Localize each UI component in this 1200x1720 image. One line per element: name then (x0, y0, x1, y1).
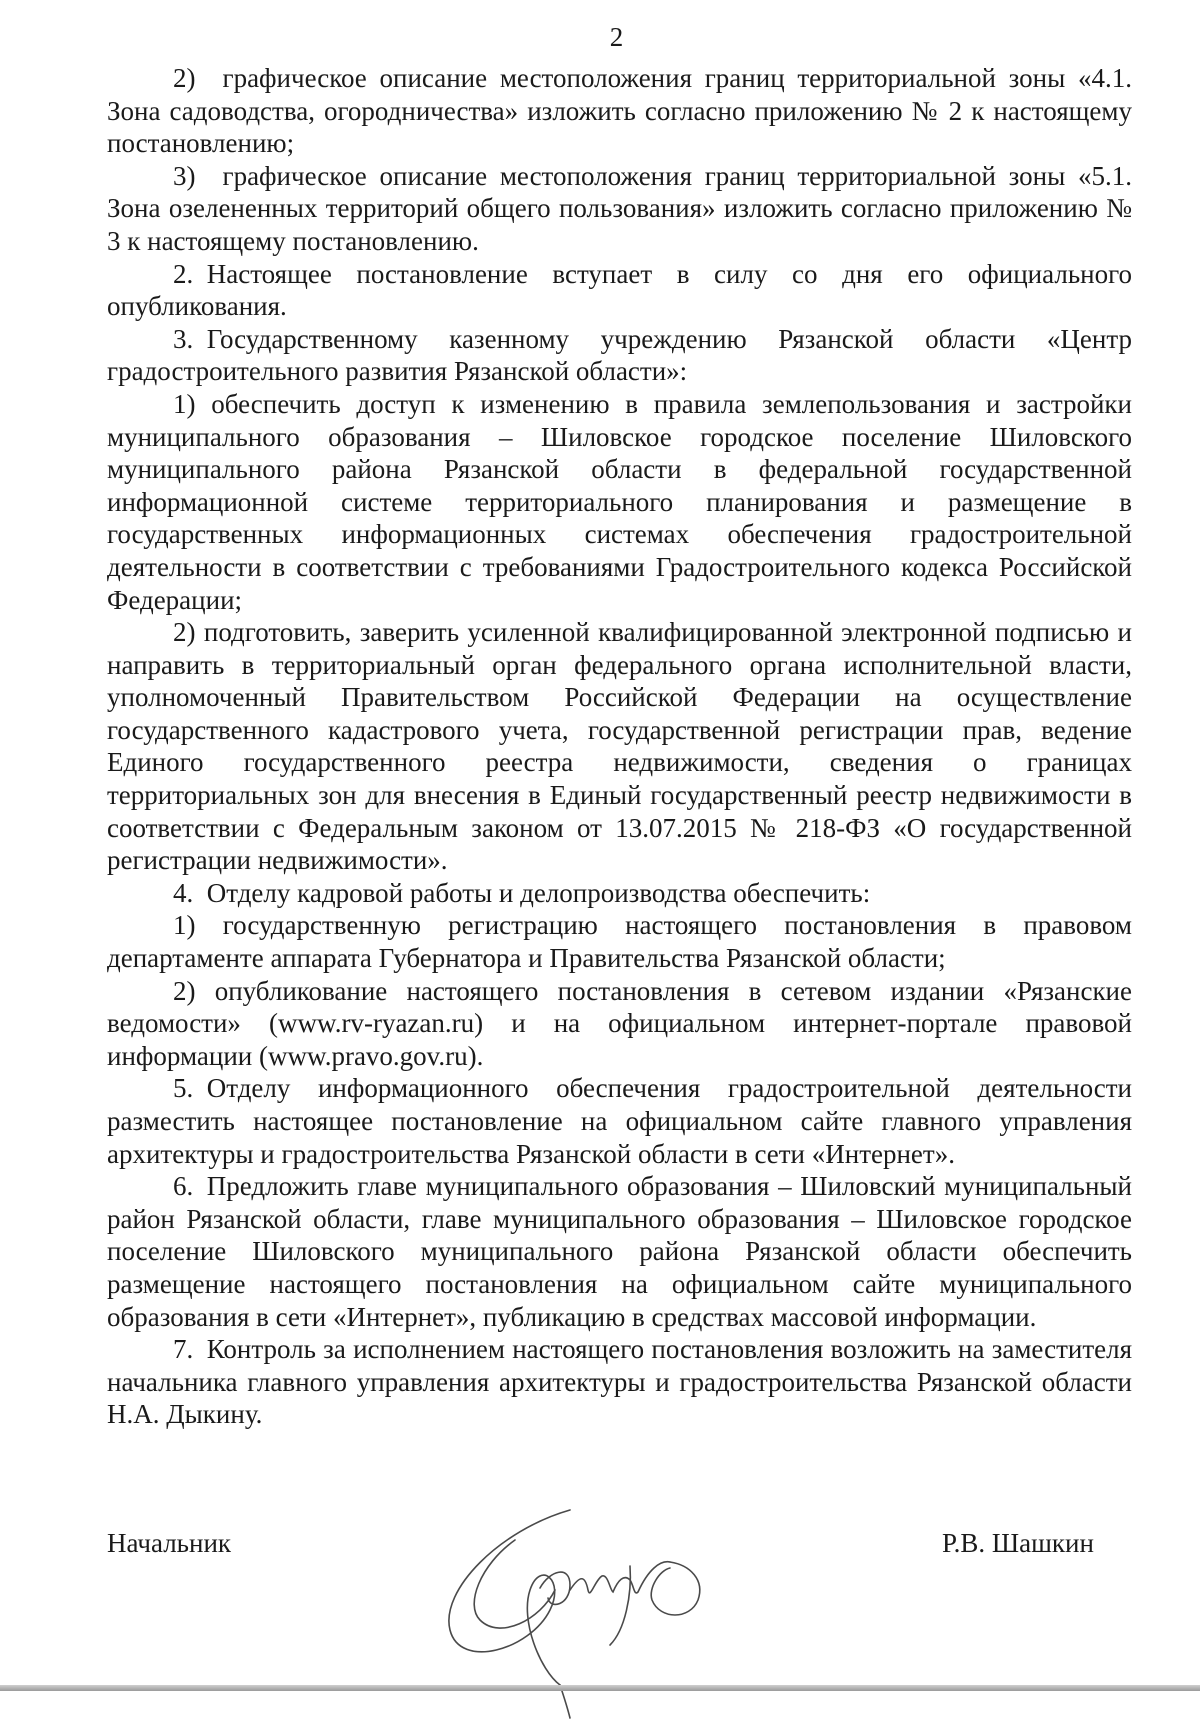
paragraph-2: 2. Настоящее постановление вступает в силу со дня его официального опубликования. (107, 258, 1132, 322)
paragraph-3-2: 2) подготовить, заверить усиленной квалифицированной электронной подписью и направить в территориальный орган федерального органа исполнительной власти, уполномоченный Правительством Российской Федерации на осуществление государственного кадастрового учета, государственной регистрации прав, ведение Единого государственного реестра недвижимости, сведения о границах территориальных зон для внесения в Единый государственный реестр недвижимости в соответствии с Федеральным законом от 13.07.2015 № 218-ФЗ «О государственной регистрации недвижимости». (107, 617, 1132, 876)
paragraph-4: 4. Отделу кадровой работы и делопроизводства обеспечить: (173, 877, 871, 908)
paragraph-3: 3. Государственному казенному учреждению Рязанской области «Центр градостроительного развития Рязанской области»: (107, 323, 1132, 387)
signatory-position: Начальник (107, 1528, 232, 1558)
paragraph-7: 7. Контроль за исполнением настоящего постановления возложить на заместителя начальника главного управления архитектуры и градостроительства Рязанской области Н.А. Дыкину. (107, 1334, 1132, 1430)
page-number: 2 (609, 22, 624, 52)
signatory-name: Р.В. Шашкин (942, 1528, 1094, 1558)
signature-block (107, 1528, 1107, 1568)
page-bottom-edge (0, 1685, 1200, 1691)
paragraph-1-2: 2) графическое описание местоположения границ территориальной зоны «4.1. Зона садоводства, огородничества» изложить согласно приложению № 2 к настоящему постановлению; (107, 63, 1132, 159)
paragraph-6: 6. Предложить главе муниципального образования – Шиловский муниципальный район Рязанской области, главе муниципального образования – Шиловское городское поселение Шиловского муниципального района Рязанской области обеспечить размещение настоящего постановления на официальном сайте муниципального образования в сети «Интернет», публикацию в средствах массовой информации. (107, 1171, 1132, 1332)
paragraph-1-3: 3) графическое описание местоположения границ территориальной зоны «5.1. Зона озелененных территорий общего пользования» изложить согласно приложению № 3 к настоящему постановлению. (107, 160, 1132, 256)
paragraph-4-2: 2) опубликование настоящего постановления в сетевом издании «Рязанские ведомости» (www.rv-ryazan.ru) и на официальном интернет-портале правовой информации (www.pravo.gov.ru). (107, 975, 1132, 1071)
paragraph-4-1: 1) государственную регистрацию настоящего постановления в правовом департаменте аппарата Губернатора и Правительства Рязанской области; (107, 910, 1132, 974)
paragraph-5: 5. Отделу информационного обеспечения градостроительной деятельности разместить настоящее постановление на официальном сайте главного управления архитектуры и градостроительства Рязанской области в сети «Интернет». (107, 1073, 1132, 1169)
paragraph-3-1: 1) обеспечить доступ к изменению в правила землепользования и застройки муниципального образования – Шиловское городское поселение Шиловского муниципального района Рязанской области в федеральной государственной информационной системе территориального планирования и размещение в государственных информационных системах обеспечения градостроительной деятельности в соответствии с требованиями Градостроительного кодекса Российской Федерации; (107, 388, 1132, 615)
document-body (107, 62, 1132, 1431)
handwritten-signature (420, 1470, 740, 1720)
